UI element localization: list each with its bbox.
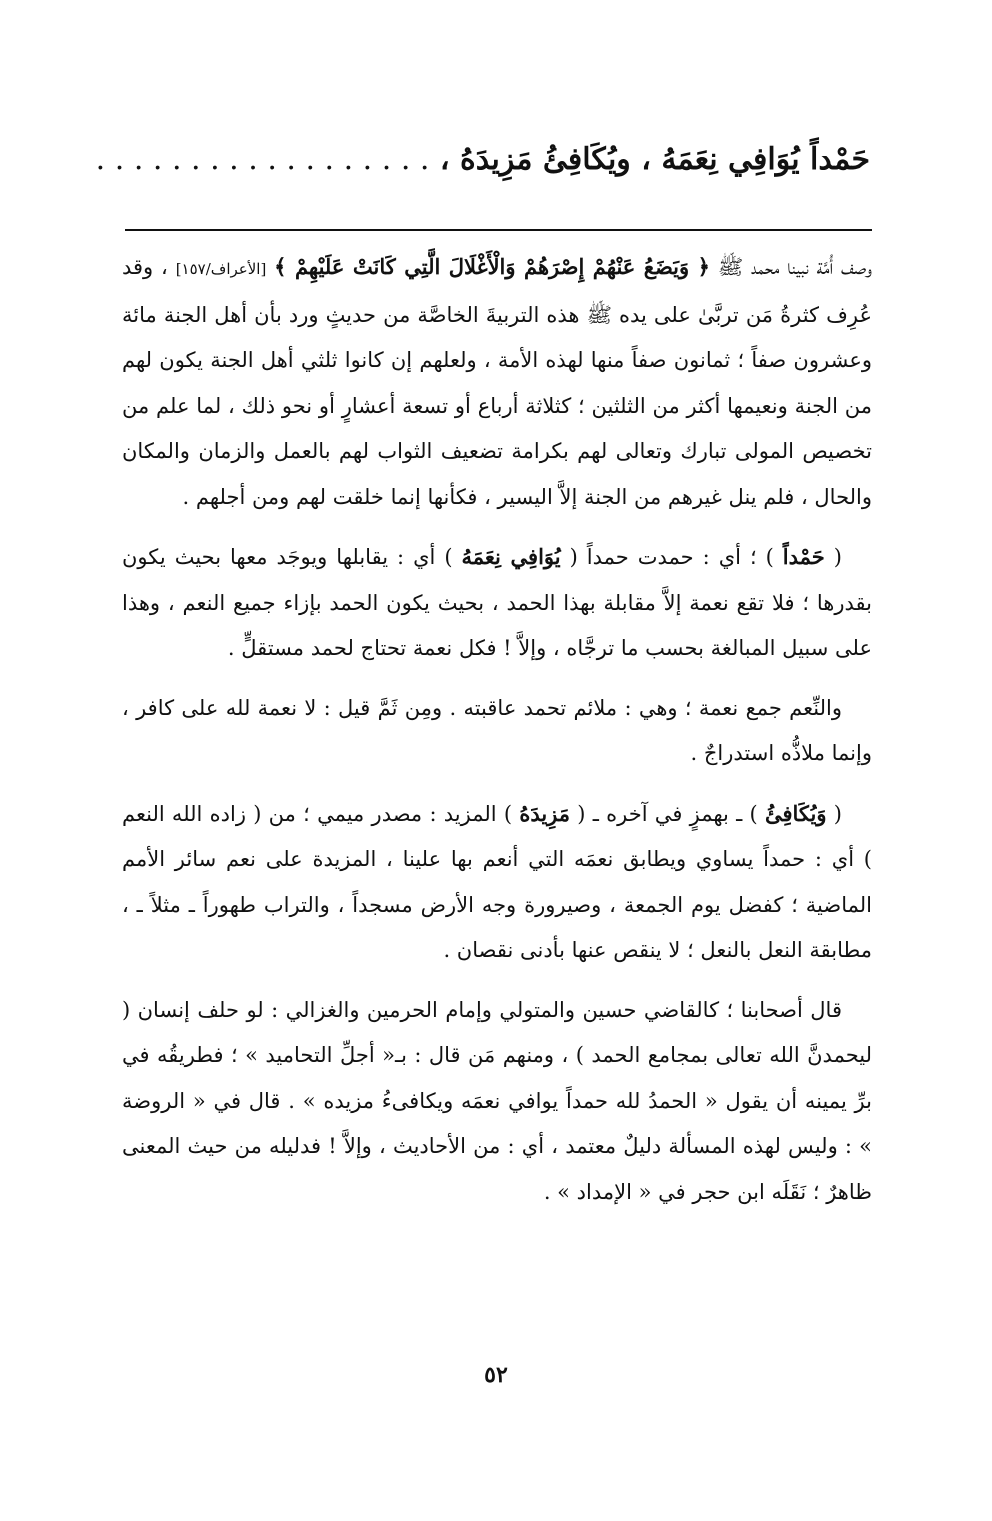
header-divider <box>125 229 872 231</box>
page-number: ٥٢ <box>484 1362 508 1388</box>
matn-term-mazidah: مَزِيدَهُ <box>519 800 571 826</box>
matn-term-yuwafi: يُوَافِي نِعَمَهُ <box>461 544 561 569</box>
matn-term-yukafi: وَيُكَافِئُ <box>764 800 827 826</box>
paragraph-1 <box>122 244 872 520</box>
paragraph-5 <box>122 988 872 1216</box>
p2-text-b: ) أي : يقابلها ويوجَد معها بحيث يكون بقدرها ؛ فلا تقع نعمة إلاَّ مقابلة بهذا الحمد ، بحيث يكون الحمد بإزاء جميع النعم ، وهذا على سبيل المبالغة بحسب ما ترجَّاه ، وإلاَّ ! فكل نعمة تحتاج لحمد مستقلٍّ . <box>122 545 872 660</box>
verse-reference: [الأعراف/١٥٧] <box>175 260 267 278</box>
p4-text-a: ) ـ بهمزٍ في آخره ـ ( <box>577 801 758 826</box>
paragraph-4 <box>122 791 872 974</box>
paragraph-2 <box>122 534 872 672</box>
page-header <box>95 140 870 180</box>
commentary-body <box>122 244 872 1229</box>
header-dots: . . . . . . . . . . . . . . . . . . <box>95 142 430 177</box>
matn-term-hamdan: حَمْداً <box>782 544 825 569</box>
p1-text: ، وقد عُرِف كثرةُ مَن تربَّىٰ على يده ﷺ هذه التربيةَ الخاصَّة من حديثٍ ورد بأن أهل الجنة مائة وعشرون صفاً ؛ ثمانون صفاً منها لهذه الأمة ، ولعلهم إن كانوا ثلثي أهل الجنة يكون لهم من الجنة ونعيمها أكثر من الثلثين ؛ كثلاثة أرباع أو تسعة أعشارٍ أو نحو ذلك ، لما علم من تخصيص المولى تبارك وتعالى لهم بكرامة تضعيف الثواب لهم بالعمل والزمان والمكان والحال ، فلم ينل غيرهم من الجنة إلاَّ اليسير ، فكأنها إنما خلقت لهم ومن أجلهم . <box>122 255 872 509</box>
quran-verse: ﴿ وَيَضَعُ عَنْهُمْ إِصْرَهُمْ وَالْأَغْلَالَ الَّتِي كَانَتْ عَلَيْهِمْ ﴾ <box>274 254 710 279</box>
paragraph-3 <box>122 686 872 777</box>
p1-intro: وصف أُمَّة نبينا محمد ﷺ <box>717 255 872 279</box>
p4-open-paren: ( <box>833 801 842 826</box>
p2-open-paren: ( <box>833 545 842 569</box>
p5-text: قال أصحابنا ؛ كالقاضي حسين والمتولي وإمام الحرمين والغزالي : لو حلف إنسان ( ليحمدنَّ الله تعالى بمجامع الحمد ) ، ومنهم مَن قال : بـ« أجلِّ التحاميد » ؛ فطريقُه في برِّ يمينه أن يقول « الحمدُ لله حمداً يوافي نعمَه ويكافىءُ مزيده » . قال في « الروضة » : وليس لهذه المسألة دليلٌ معتمد ، أي : من الأحاديث ، وإلاَّ ! فدليله من حيث المعنى ظاهرٌ ؛ نَقَلَه ابن حجر في « الإمداد » . <box>122 997 872 1204</box>
header-text: حَمْداً يُوَافِي نِعَمَهُ ، ويُكَافِئُ مَزِيدَهُ ، <box>439 142 870 177</box>
p2-text-a: ) ؛ أي : حمدت حمداً ( <box>569 545 774 569</box>
p4-text-b: ) المزيد : مصدر ميمي ؛ من ( زاده الله النعم ) أي : حمداً يساوي ويطابق نعمَه التي أنعم بها علينا ، المزيدة على نعم سائر الأمم الماضية ؛ كفضل يوم الجمعة ، وصيرورة وجه الأرض مسجداً ، والتراب طهوراً ـ مثلاً ـ ، مطابقة النعل بالنعل ؛ لا ينقص عنها بأدنى نقصان . <box>122 801 872 962</box>
p3-text: والنِّعم جمع نعمة ؛ وهي : ملائم تحمد عاقبته . ومِن ثَمَّ قيل : لا نعمة لله على كافر ، وإنما ملاذُّه استدراجٌ . <box>122 695 872 765</box>
